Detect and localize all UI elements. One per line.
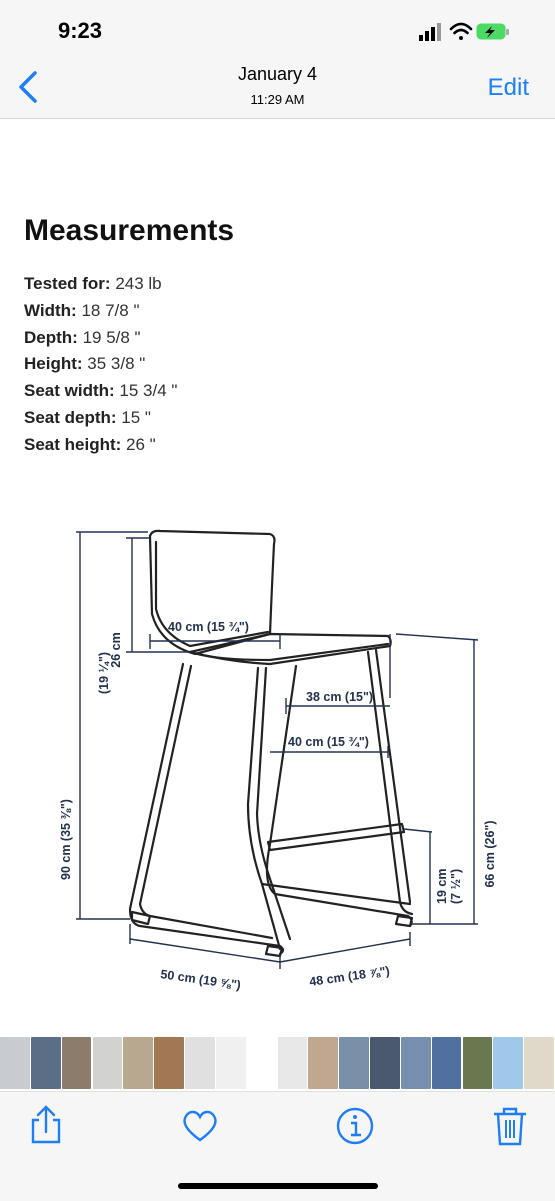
thumbnail[interactable] <box>401 1037 431 1089</box>
spec-row <box>24 378 177 405</box>
dim-width: 48 cm (18 ⅞") <box>308 963 391 989</box>
edit-button[interactable]: Edit <box>487 74 529 101</box>
thumbnail[interactable] <box>247 1037 277 1089</box>
measurements-heading: Measurements <box>24 214 235 247</box>
nav-subtitle: 11:29 AM <box>250 92 305 107</box>
dim-seat-width: 40 cm (15 ¾") <box>288 735 369 749</box>
home-indicator[interactable] <box>178 1183 378 1189</box>
spec-label: Seat height: <box>24 434 122 454</box>
thumbnail[interactable] <box>339 1037 369 1089</box>
thumbnail[interactable] <box>31 1037 61 1089</box>
spec-value: 15 " <box>121 407 151 427</box>
spec-label: Width: <box>24 300 77 320</box>
dim-top-width: 40 cm (15 ¾") <box>168 620 249 634</box>
thumbnail[interactable] <box>463 1037 493 1089</box>
dim-footrest-cm: 19 cm <box>435 868 449 904</box>
spec-label: Tested for: <box>24 274 111 293</box>
thumbnail[interactable] <box>216 1037 246 1089</box>
thumbnail[interactable] <box>123 1037 153 1089</box>
spec-row <box>24 298 177 325</box>
dim-seat-depth: 38 cm (15") <box>306 690 374 704</box>
spec-row <box>24 325 177 352</box>
status-bar <box>0 0 555 60</box>
spec-label: Height: <box>24 354 83 374</box>
trash-icon[interactable] <box>488 1104 532 1148</box>
spec-row <box>24 271 177 298</box>
wifi-icon <box>451 24 471 40</box>
thumbnail[interactable] <box>154 1037 184 1089</box>
spec-row <box>24 405 177 432</box>
dim-total-height: 90 cm (35 ⅜") <box>59 799 73 880</box>
thumbnail[interactable] <box>493 1037 523 1089</box>
share-icon[interactable] <box>24 1104 68 1148</box>
thumbnail[interactable] <box>0 1037 30 1089</box>
thumbnail[interactable] <box>278 1037 308 1089</box>
thumbnail[interactable] <box>370 1037 400 1089</box>
thumbnail[interactable] <box>524 1037 554 1089</box>
signal-icon <box>419 23 441 41</box>
heart-icon[interactable] <box>178 1104 222 1148</box>
thumbnail[interactable] <box>308 1037 338 1089</box>
nav-title: January 4 <box>237 64 318 84</box>
spec-value: 19 5/8 " <box>82 327 141 347</box>
specs-list <box>24 271 177 459</box>
stool-drawing <box>130 531 412 956</box>
spec-value: 26 " <box>126 434 156 454</box>
dim-back-height-in: (19 ¼") <box>97 651 111 694</box>
stool-diagram <box>0 484 555 1004</box>
spec-label: Depth: <box>24 327 78 347</box>
thumbnail[interactable] <box>62 1037 92 1089</box>
spec-row <box>24 432 177 459</box>
thumbnail[interactable] <box>93 1037 123 1089</box>
spec-value: 15 3/4 " <box>119 381 178 401</box>
spec-label: Seat depth: <box>24 407 117 427</box>
dimension-labels <box>59 620 497 992</box>
status-time: 9:23 <box>58 18 103 43</box>
spec-row <box>24 351 177 378</box>
spec-label: Seat width: <box>24 381 115 401</box>
spec-value: 18 7/8 " <box>81 300 140 320</box>
thumbnail[interactable] <box>185 1037 215 1089</box>
navigation-bar <box>0 60 555 119</box>
spec-value: 243 lb <box>115 274 162 293</box>
spec-value: 35 3/8 " <box>87 354 146 374</box>
thumbnail[interactable] <box>432 1037 462 1089</box>
dim-depth: 50 cm (19 ⅝") <box>159 967 242 993</box>
dim-back-height-cm: 26 cm <box>109 632 123 668</box>
dim-seat-height: 66 cm (26") <box>483 820 497 888</box>
status-icons <box>419 20 519 49</box>
thumbnail-strip[interactable] <box>0 1035 555 1091</box>
battery-icon <box>477 24 509 39</box>
bottom-toolbar <box>0 1091 555 1201</box>
info-icon[interactable] <box>333 1104 377 1148</box>
photo-content <box>0 119 555 1035</box>
dim-footrest-in: (7 ½") <box>449 868 463 904</box>
